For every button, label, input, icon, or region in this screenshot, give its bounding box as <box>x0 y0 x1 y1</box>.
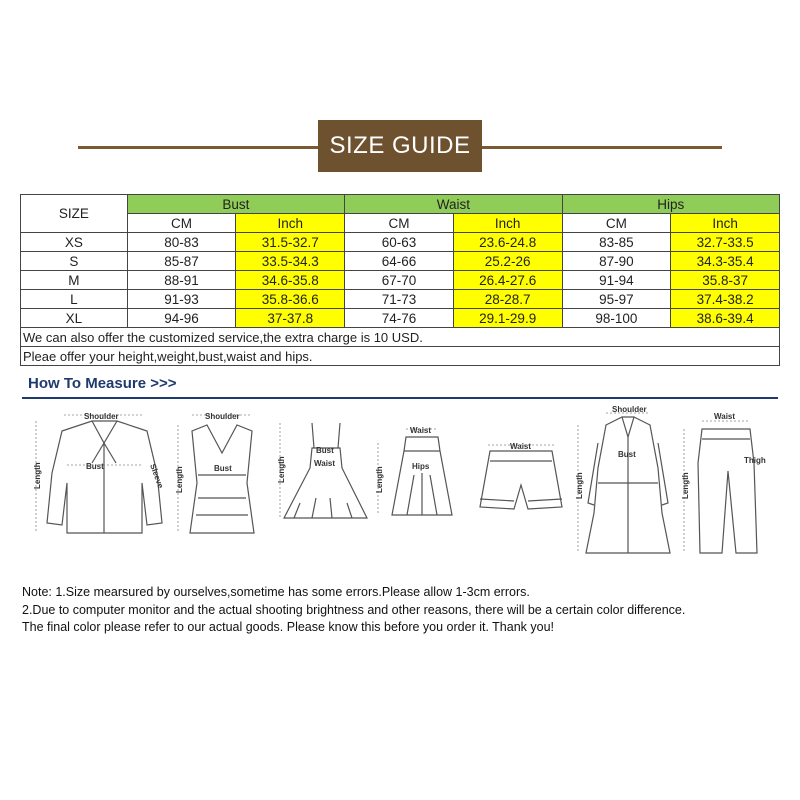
waist-cm-cell: 74-76 <box>345 309 454 328</box>
waist-cm-cell: 71-73 <box>345 290 454 309</box>
table-subheader-row <box>21 214 780 233</box>
bust-header: Bust <box>127 195 344 214</box>
hips-inch-cell: 32.7-33.5 <box>671 233 780 252</box>
hips-inch-cell: 37.4-38.2 <box>671 290 780 309</box>
subheader-cm: CM <box>562 214 671 233</box>
table-header-row <box>21 195 780 214</box>
shoulder-label: Shoulder <box>205 412 240 421</box>
size-header: SIZE <box>21 195 128 233</box>
skirt-illustration <box>392 437 452 515</box>
size-cell: L <box>21 290 128 309</box>
hips-label: Hips <box>412 462 430 471</box>
table-row <box>21 309 780 328</box>
bust-inch-cell: 35.8-36.6 <box>236 290 345 309</box>
table-row <box>21 271 780 290</box>
bust-label: Bust <box>618 450 636 459</box>
hips-inch-cell: 35.8-37 <box>671 271 780 290</box>
sundress-illustration <box>284 423 367 518</box>
how-to-measure-heading: How To Measure >>> <box>28 375 177 392</box>
hips-inch-cell: 38.6-39.4 <box>671 309 780 328</box>
waist-inch-cell: 29.1-29.9 <box>453 309 562 328</box>
waist-inch-cell: 26.4-27.6 <box>453 271 562 290</box>
table-row <box>21 233 780 252</box>
title-rule-right <box>482 146 722 149</box>
length-label: Length <box>33 462 42 489</box>
length-label: Length <box>277 456 286 483</box>
table-row <box>21 252 780 271</box>
hips-cm-cell: 91-94 <box>562 271 671 290</box>
trousers-illustration <box>698 429 757 553</box>
waist-cm-cell: 60-63 <box>345 233 454 252</box>
waist-inch-cell: 23.6-24.8 <box>453 233 562 252</box>
bust-inch-cell: 37-37.8 <box>236 309 345 328</box>
waist-inch-cell: 25.2-26 <box>453 252 562 271</box>
how-to-measure-rule <box>22 397 778 399</box>
shoulder-label: Shoulder <box>612 405 647 414</box>
bust-cm-cell: 85-87 <box>127 252 236 271</box>
hips-cm-cell: 87-90 <box>562 252 671 271</box>
bust-cm-cell: 88-91 <box>127 271 236 290</box>
sleeve-label: Sleeve <box>148 462 166 490</box>
notes-block <box>22 584 782 637</box>
length-label: Length <box>175 466 184 493</box>
subheader-cm: CM <box>127 214 236 233</box>
bust-inch-cell: 31.5-32.7 <box>236 233 345 252</box>
subheader-inch: Inch <box>236 214 345 233</box>
measurement-illustrations <box>22 403 778 571</box>
measurements-request-note: Pleae offer your height,weight,bust,waist and hips. <box>21 347 780 366</box>
hips-inch-cell: 34.3-35.4 <box>671 252 780 271</box>
waist-label: Waist <box>410 426 432 435</box>
waist-label: Waist <box>714 412 736 421</box>
hips-header: Hips <box>562 195 779 214</box>
size-cell: XS <box>21 233 128 252</box>
table-row <box>21 290 780 309</box>
waist-cm-cell: 67-70 <box>345 271 454 290</box>
subheader-inch: Inch <box>453 214 562 233</box>
note-line: Note: 1.Size mearsured by ourselves,sometime has some errors.Please allow 1-3cm errors. <box>22 585 530 599</box>
shorts-illustration <box>480 451 562 509</box>
waist-label: Waist <box>510 442 532 451</box>
note-line: 2.Due to computer monitor and the actual shooting brightness and other reasons, there will be a certain color difference. <box>22 602 686 617</box>
size-cell: XL <box>21 309 128 328</box>
bust-inch-cell: 34.6-35.8 <box>236 271 345 290</box>
bust-label: Bust <box>214 464 232 473</box>
length-label: Length <box>575 472 584 499</box>
shoulder-label: Shoulder <box>84 412 119 421</box>
bust-label: Bust <box>86 462 104 471</box>
size-table <box>20 194 780 366</box>
size-guide-title: SIZE GUIDE <box>318 120 482 172</box>
tank-top-illustration <box>190 425 254 533</box>
length-label: Length <box>375 466 384 493</box>
bust-label: Bust <box>316 446 334 455</box>
bust-inch-cell: 33.5-34.3 <box>236 252 345 271</box>
custom-service-note: We can also offer the customized service,the extra charge is 10 USD. <box>21 328 780 347</box>
bust-cm-cell: 91-93 <box>127 290 236 309</box>
subheader-cm: CM <box>345 214 454 233</box>
length-label: Length <box>681 472 690 499</box>
title-rule-left <box>78 146 318 149</box>
size-cell: M <box>21 271 128 290</box>
hips-cm-cell: 83-85 <box>562 233 671 252</box>
table-note-row <box>21 328 780 347</box>
blouse-illustration <box>47 421 162 533</box>
size-cell: S <box>21 252 128 271</box>
coat-illustration <box>586 417 670 553</box>
thigh-label: Thigh <box>744 456 766 465</box>
hips-cm-cell: 98-100 <box>562 309 671 328</box>
subheader-inch: Inch <box>671 214 780 233</box>
waist-cm-cell: 64-66 <box>345 252 454 271</box>
bust-cm-cell: 94-96 <box>127 309 236 328</box>
waist-inch-cell: 28-28.7 <box>453 290 562 309</box>
table-note-row <box>21 347 780 366</box>
waist-header: Waist <box>345 195 562 214</box>
hips-cm-cell: 95-97 <box>562 290 671 309</box>
note-line: The final color please refer to our actual goods. Please know this before you order it. Thank you! <box>22 620 555 634</box>
bust-cm-cell: 80-83 <box>127 233 236 252</box>
waist-label: Waist <box>314 459 336 468</box>
